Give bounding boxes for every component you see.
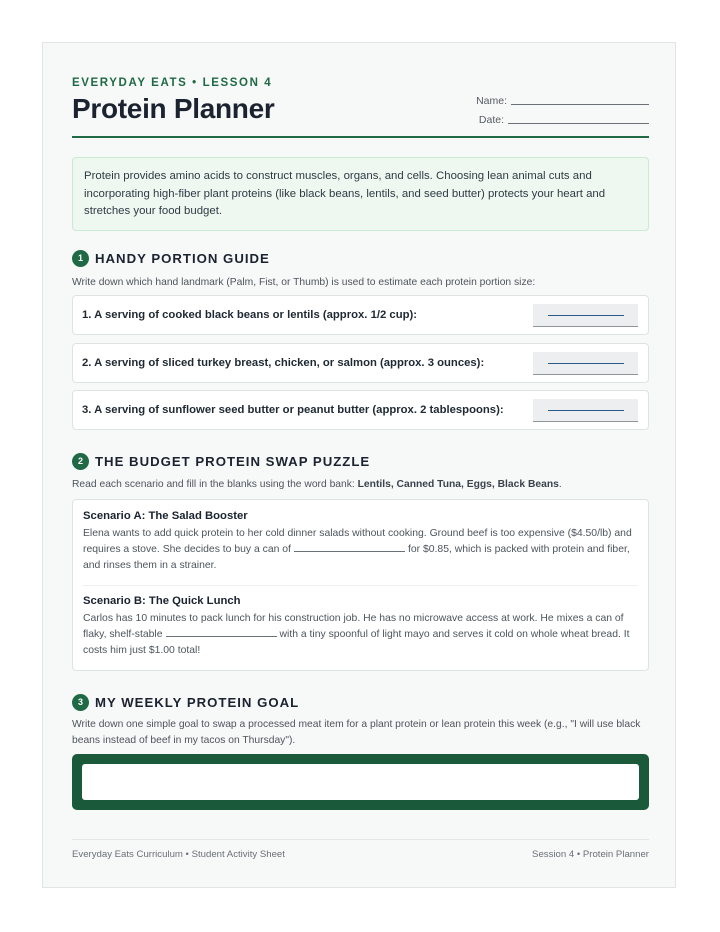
scenario-a-text-before: Elena wants to add quick protein to her cold dinner salads without cooking. Ground beef is too expensive ($4.50/lb) and requires a stove. She decides to buy a can of xyxy=(83,528,632,555)
scenario-b-body xyxy=(83,611,640,658)
scenario-b-text-after: with a tiny spoonful of light mayo and serves it cold on whole wheat bread. It costs him just $1.00 total! xyxy=(83,628,630,656)
section-1-title: HANDY PORTION GUIDE xyxy=(95,250,270,266)
section-1-header xyxy=(72,249,270,267)
section-2-header xyxy=(72,452,370,470)
section-2-title: THE BUDGET PROTEIN SWAP PUZZLE xyxy=(95,453,371,469)
date-field[interactable] xyxy=(479,114,649,126)
lesson-eyebrow: EVERYDAY EATS • LESSON 4 xyxy=(72,77,273,89)
portion-answer-2-field[interactable] xyxy=(533,352,638,375)
worksheet-page xyxy=(42,42,676,888)
scenario-a-blank[interactable] xyxy=(294,550,405,552)
section-2-number-badge: 2 xyxy=(72,453,89,470)
goal-input[interactable] xyxy=(82,764,639,800)
portion-answer-3-field[interactable] xyxy=(533,399,638,422)
section-1-number-badge: 1 xyxy=(72,250,89,267)
portion-question-2 xyxy=(72,343,649,383)
section-3-number-badge: 3 xyxy=(72,694,89,711)
portion-question-1 xyxy=(72,295,649,335)
section-2-instructions-text: Read each scenario and fill in the blanks using the word bank: xyxy=(72,479,358,490)
section-3-instructions: Write down one simple goal to swap a processed meat item for a plant protein or lean protein this week (e.g., "I will use black beans instead of beef in my tacos on Thursday"). xyxy=(72,719,641,746)
page-title: Protein Planner xyxy=(72,93,275,124)
name-field[interactable] xyxy=(476,95,649,107)
intro-callout: Protein provides amino acids to construct muscles, organs, and cells. Choosing lean animal cuts and incorporating high-fiber plant proteins (like black beans, lentils, and seed butter) protects your heart and stretches your food budget. xyxy=(72,157,649,231)
scenario-a-text-after: for $0.85, which is packed with protein and fiber, and rinses them in a strainer. xyxy=(83,543,630,571)
scenario-divider xyxy=(83,585,638,586)
name-label: Name: xyxy=(476,95,507,107)
section-3-title: MY WEEKLY PROTEIN GOAL xyxy=(95,694,300,710)
portion-question-1-text: 1. A serving of cooked black beans or lentils (approx. 1/2 cup): xyxy=(82,309,418,321)
scenario-a xyxy=(83,510,640,573)
scenario-b-title: Scenario B: The Quick Lunch xyxy=(83,595,241,607)
section-1-instructions: Write down which hand landmark (Palm, Fist, or Thumb) is used to estimate each protein portion size: xyxy=(72,277,536,288)
scenario-b-blank[interactable] xyxy=(166,635,277,637)
section-2-instructions-end: . xyxy=(558,479,562,490)
portion-question-3-text: 3. A serving of sunflower seed butter or peanut butter (approx. 2 tablespoons): xyxy=(82,404,504,416)
scenario-a-title: Scenario A: The Salad Booster xyxy=(83,510,248,522)
scenario-a-body xyxy=(83,526,640,573)
word-bank: Lentils, Canned Tuna, Eggs, Black Beans xyxy=(357,479,559,490)
section-2-instructions xyxy=(72,477,649,493)
goal-box xyxy=(72,754,649,810)
section-3-header xyxy=(72,693,299,711)
header-divider xyxy=(72,136,649,138)
footer-left: Everyday Eats Curriculum • Student Activity Sheet xyxy=(72,849,285,860)
portion-question-3 xyxy=(72,390,649,430)
portion-answer-1-field[interactable] xyxy=(533,304,638,327)
portion-question-2-text: 2. A serving of sliced turkey breast, chicken, or salmon (approx. 3 ounces): xyxy=(82,357,485,369)
date-label: Date: xyxy=(478,114,504,126)
scenario-b xyxy=(83,595,640,658)
scenario-b-text-before: Carlos has 10 minutes to pack lunch for his construction job. He has no microwave access at work. He mixes a can of flaky, shelf-stable xyxy=(83,613,624,640)
footer-right: Session 4 • Protein Planner xyxy=(532,849,649,860)
name-blank[interactable] xyxy=(511,103,649,105)
scenario-card xyxy=(72,499,649,671)
date-blank[interactable] xyxy=(508,122,649,124)
footer-divider xyxy=(72,839,649,840)
